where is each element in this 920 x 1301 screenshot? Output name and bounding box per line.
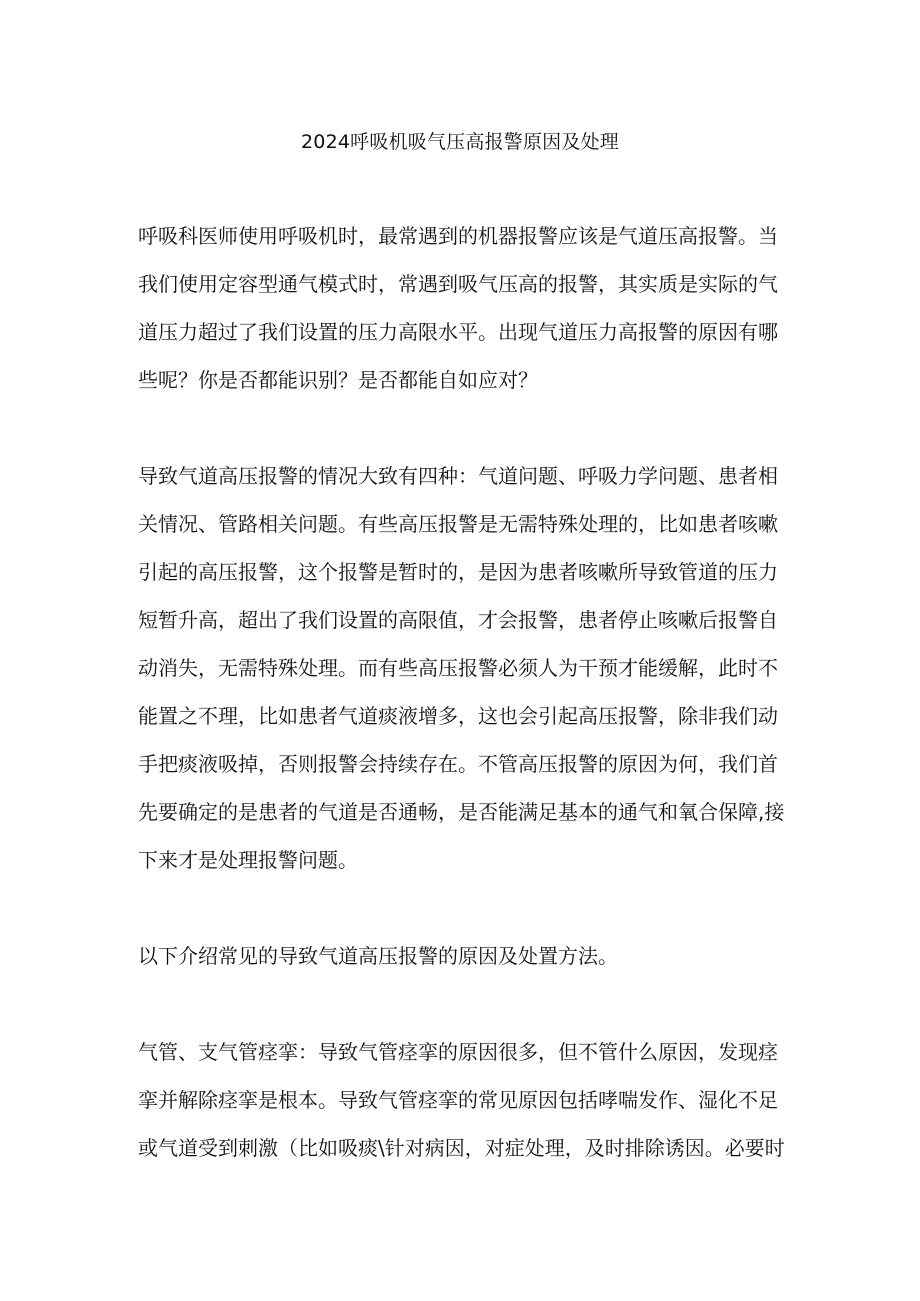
- paragraph-line: 能置之不理，比如患者气道痰液增多，这也会引起高压报警，除非我们动: [138, 704, 778, 728]
- paragraph-line: 短暂升高，超出了我们设置的高限值，才会报警，患者停止咳嗽后报警自: [138, 608, 778, 632]
- paragraph-line: 导致气道高压报警的情况大致有四种：气道问题、呼吸力学问题、患者相: [138, 464, 778, 488]
- paragraph-line: 先要确定的是患者的气道是否通畅，是否能满足基本的通气和氧合保障,接: [138, 800, 785, 824]
- paragraph-line: 手把痰液吸掉，否则报警会持续存在。不管高压报警的原因为何，我们首: [138, 752, 778, 776]
- document-title: 2024呼吸机吸气压高报警原因及处理: [301, 131, 619, 153]
- paragraph-line: 我们使用定容型通气模式时，常遇到吸气压高的报警，其实质是实际的气: [138, 272, 778, 296]
- paragraph-line: 以下介绍常见的导致气道高压报警的原因及处置方法。: [138, 944, 618, 968]
- paragraph-causes: [138, 452, 790, 884]
- paragraph-line: 动消失，无需特殊处理。而有些高压报警必须人为干预才能缓解，此时不: [138, 656, 778, 680]
- paragraph-line: 下来才是处理报警问题。: [138, 848, 358, 872]
- paragraph-line: 引起的高压报警，这个报警是暂时的，是因为患者咳嗽所导致管道的压力: [138, 560, 778, 584]
- paragraph-line: 呼吸科医师使用呼吸机时，最常遇到的机器报警应该是气道压高报警。当: [138, 224, 778, 248]
- paragraph-line: 气管、支气管痉挛：导致气管痉挛的原因很多，但不管什么原因，发现痉: [138, 1040, 778, 1064]
- paragraph-bronchospasm: [138, 1028, 790, 1172]
- paragraph-line: 关情况、管路相关问题。有些高压报警是无需特殊处理的，比如患者咳嗽: [138, 512, 778, 536]
- paragraph-line: 些呢？你是否都能识别？是否都能自如应对？: [138, 368, 538, 392]
- paragraph-line: 或气道受到刺激（比如吸痰\针对病因，对症处理，及时排除诱因。必要时: [138, 1136, 785, 1160]
- paragraph-intro: [138, 212, 790, 404]
- paragraph-line: 道压力超过了我们设置的压力高限水平。出现气道压力高报警的原因有哪: [138, 320, 778, 344]
- paragraph-lead-in: [138, 932, 790, 980]
- paragraph-line: 挛并解除痉挛是根本。导致气管痉挛的常见原因包括哮喘发作、湿化不足: [138, 1088, 778, 1112]
